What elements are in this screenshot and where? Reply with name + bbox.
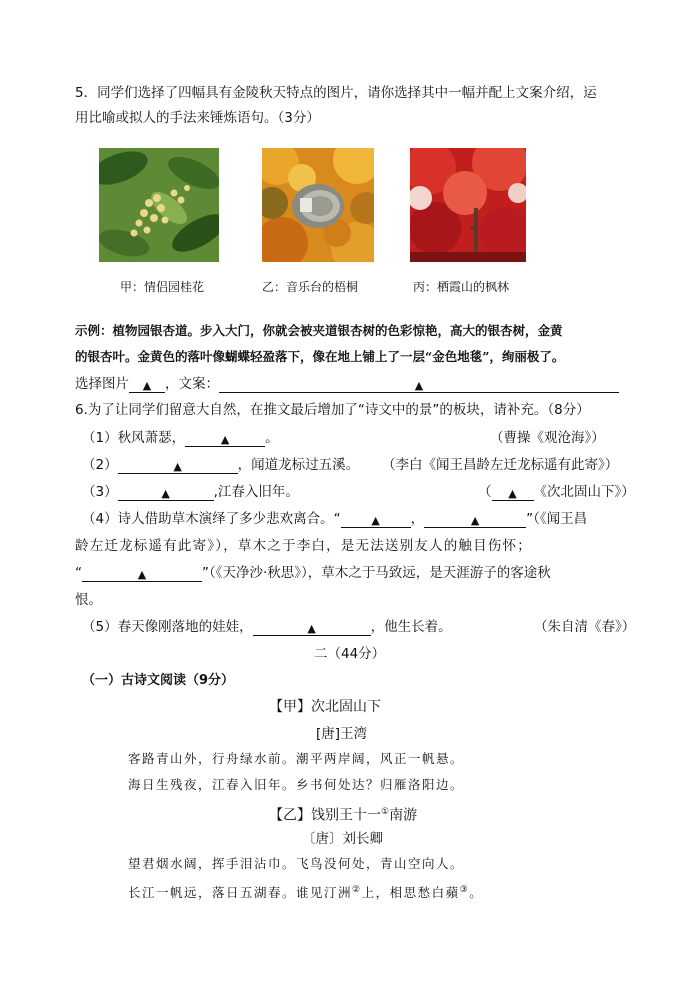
q6-item4-line2: 龄左迁龙标遥有此寄》），草木之于李白，是无法送别友人的触目伤怀； <box>75 538 532 554</box>
item5-source: （朱自清《春》） <box>534 619 636 635</box>
q6-item4-line1 <box>82 510 587 528</box>
item4-source-a: ”（《闻王昌 <box>526 511 588 527</box>
item4-quote-open: “ <box>75 565 82 581</box>
blank-marker-icon: ▲ <box>307 622 316 635</box>
item4-comma: ， <box>410 511 425 527</box>
caption-yi: 乙：音乐台的梧桐 <box>262 280 359 294</box>
music-stage-photo <box>262 148 374 262</box>
q5-line1: 5．同学们选择了四幅具有金陵秋天特点的图片，请你选择其中一幅并配上文案介绍，运 <box>75 85 597 101</box>
item4-blank-a[interactable] <box>341 511 411 528</box>
picture-blank[interactable] <box>129 376 165 393</box>
q6-item1 <box>82 429 279 447</box>
copy-blank[interactable] <box>219 376 619 393</box>
section2-heading: 二（44分） <box>314 646 386 662</box>
q6-title: 6.为了让同学们留意大自然，在推文最后增加了“诗文中的景”的板块，请补充。（8分） <box>75 402 590 418</box>
footnote-marker-2: ② <box>352 885 362 895</box>
osmanthus-photo <box>99 148 219 262</box>
poem2-line2-a: 长江一帆远，落日五湖春。谁见汀洲 <box>128 885 353 901</box>
blank-marker-icon: ▲ <box>414 379 424 392</box>
item2-end: ，闻道龙标过五溪。 <box>237 457 360 473</box>
item4-source-b: ”（《天净沙·秋思》），草木之于马致远，是天涯游子的客途秋 <box>202 565 551 581</box>
item5-end: ，他生长着。 <box>370 619 452 635</box>
q6-item3 <box>82 483 299 501</box>
item3-source <box>478 483 635 501</box>
item1-text: （1）秋风萧瑟， <box>82 430 186 446</box>
poem1-line1: 客路青山外，行舟绿水前。潮平两岸阔，风正一帆悬。 <box>128 751 465 766</box>
item3-author-blank[interactable] <box>492 484 534 501</box>
copy-label: ，文案： <box>165 376 219 392</box>
blank-marker-icon: ▲ <box>173 460 182 473</box>
blank-marker-icon: ▲ <box>470 514 480 527</box>
blank-marker-icon: ▲ <box>142 379 152 392</box>
footnote-marker-3: ③ <box>459 885 470 895</box>
blank-marker-icon: ▲ <box>371 514 380 527</box>
example-line1: 示例：植物园银杏道。步入大门，你就会被夹道银杏树的色彩惊艳，高大的银杏树，金黄 <box>75 323 563 338</box>
item5-blank[interactable] <box>253 619 371 636</box>
footnote-marker-1: ① <box>381 807 390 817</box>
q6-item4-line3 <box>75 564 551 582</box>
section2-subheading: （一）古诗文阅读（9分） <box>82 673 235 688</box>
item1-source: （曹操《观沧海》） <box>490 430 605 446</box>
poem2-author: 〔唐〕刘长卿 <box>302 831 383 847</box>
item4-intro: （4）诗人借助草木演绎了多少悲欢离合。“ <box>82 511 341 527</box>
poem2-line2-c: 。 <box>469 885 484 901</box>
item3-blank[interactable] <box>118 484 214 501</box>
item5-text: （5）春天像刚落地的娃娃， <box>82 619 253 635</box>
item1-end: 。 <box>265 430 279 446</box>
item1-blank[interactable] <box>185 430 265 447</box>
q6-item4-line4: 恨。 <box>75 592 102 608</box>
poem2-title <box>269 803 417 825</box>
poem1-title: 【甲】次北固山下 <box>269 699 381 715</box>
caption-bing: 丙：栖霞山的枫林 <box>413 280 510 294</box>
poem2-line2 <box>128 881 483 902</box>
poem2-line2-b: 上，相思愁白蘋 <box>361 885 460 901</box>
item4-blank-c[interactable] <box>82 565 202 582</box>
item2-num: （2） <box>82 457 118 473</box>
poem2-title-b: 南游 <box>389 807 418 824</box>
item3-src-close: 《次北固山下》） <box>533 484 635 500</box>
blank-marker-icon: ▲ <box>220 433 230 446</box>
poem1-author: [唐]王湾 <box>316 726 368 742</box>
item3-num: （3） <box>82 484 118 500</box>
poem2-line1: 望君烟水阔，挥手泪沾巾。飞鸟没何处，青山空向人。 <box>128 856 465 871</box>
item2-blank[interactable] <box>118 457 238 474</box>
poem2-title-a: 【乙】饯别王十一 <box>269 807 381 824</box>
item2-source: （李白《闻王昌龄左迁龙标遥有此寄》） <box>382 457 619 473</box>
blank-marker-icon: ▲ <box>161 487 170 500</box>
maple-forest-photo <box>410 148 526 262</box>
item3-end: ,江春入旧年。 <box>213 484 299 500</box>
item4-blank-b[interactable] <box>424 511 526 528</box>
item3-src-open: （ <box>478 484 492 500</box>
select-picture-line <box>75 375 619 393</box>
q6-item5 <box>82 618 452 636</box>
caption-jia: 甲：情侣园桂花 <box>120 280 205 294</box>
q6-item2 <box>82 456 359 474</box>
q5-line2: 用比喻或拟人的手法来锤炼语句。（3分） <box>75 110 320 126</box>
select-label: 选择图片 <box>75 376 129 392</box>
blank-marker-icon: ▲ <box>137 568 147 581</box>
poem1-line2: 海日生残夜，江春入旧年。乡书何处达？归雁洛阳边。 <box>128 777 465 792</box>
blank-marker-icon: ▲ <box>508 487 517 500</box>
example-line2: 的银杏叶。金黄色的落叶像蝴蝶轻盈落下，像在地上铺上了一层“金色地毯”，绚丽极了。 <box>75 349 565 364</box>
